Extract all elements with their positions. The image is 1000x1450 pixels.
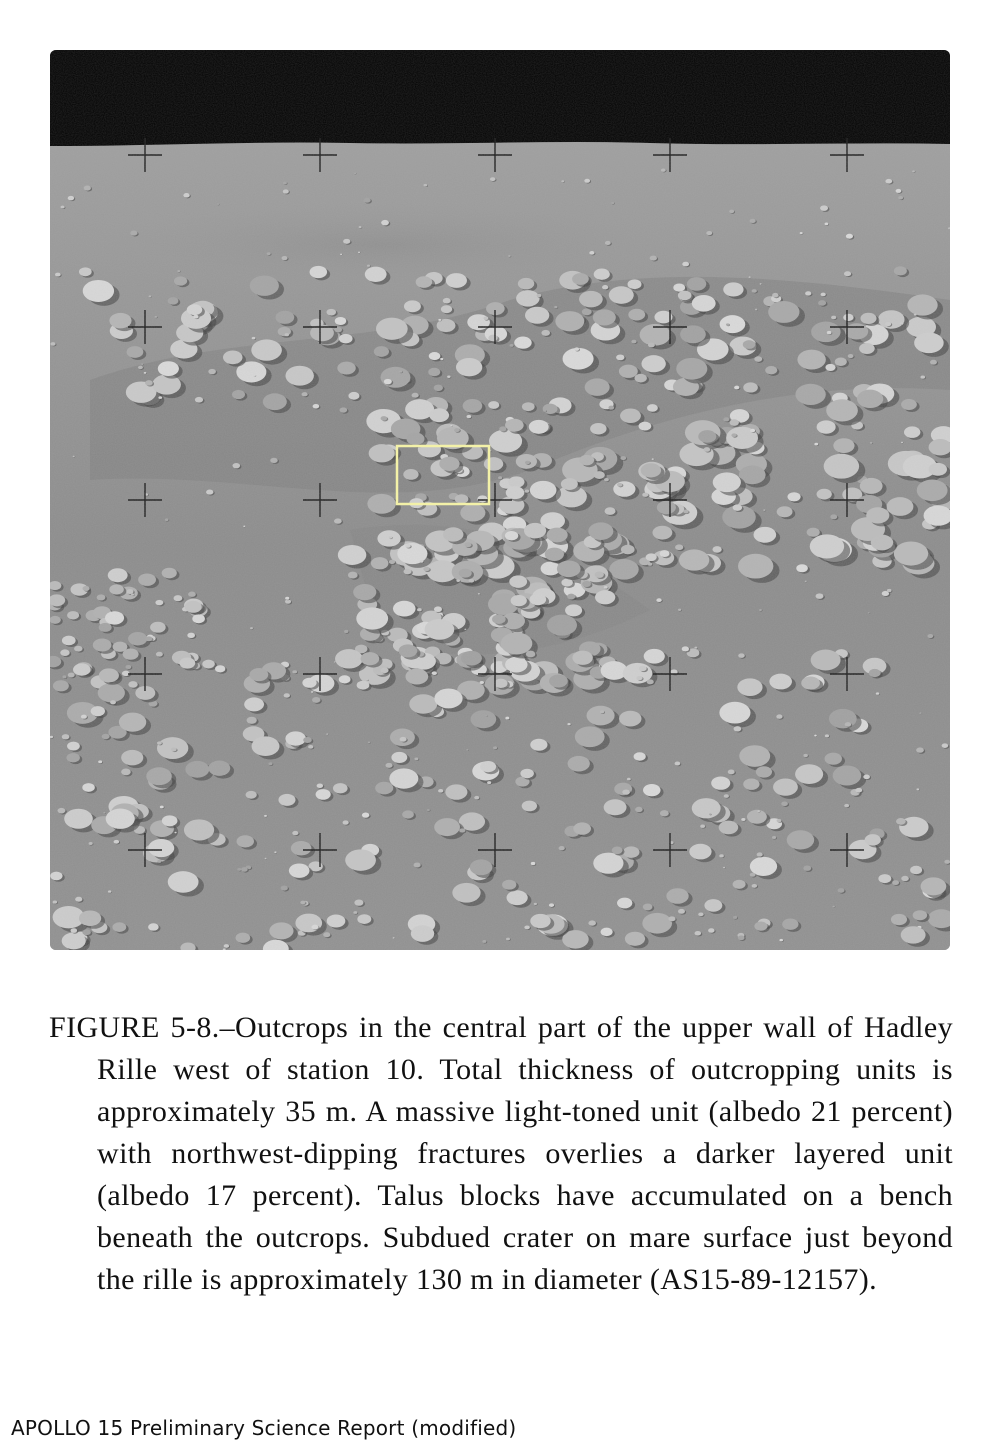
caption-body <box>49 1007 953 1301</box>
caption-dash: – <box>219 1011 236 1044</box>
grain-texture <box>50 50 950 950</box>
caption-text: Outcrops in the central part of the upper wall of Hadley Rille west of station 10. Total thickness of outcropping units is approximately 35 m. A massive light-toned unit (albedo 21 percent) with northwest-dipping fractures overlies a darker layered unit (albedo 17 percent). Talus blocks have accumulated on a bench beneath the outcrops. Subdued crater on mare surface just beyond the rille is approximately 130 m in diameter (AS15-89-12157). <box>97 1011 953 1296</box>
figure-label: FIGURE 5-8. <box>49 1011 220 1044</box>
lunar-surface-photo <box>50 50 950 950</box>
figure-caption <box>49 1007 953 1301</box>
source-footer: APOLLO 15 Preliminary Science Report (modified) <box>11 1416 517 1440</box>
